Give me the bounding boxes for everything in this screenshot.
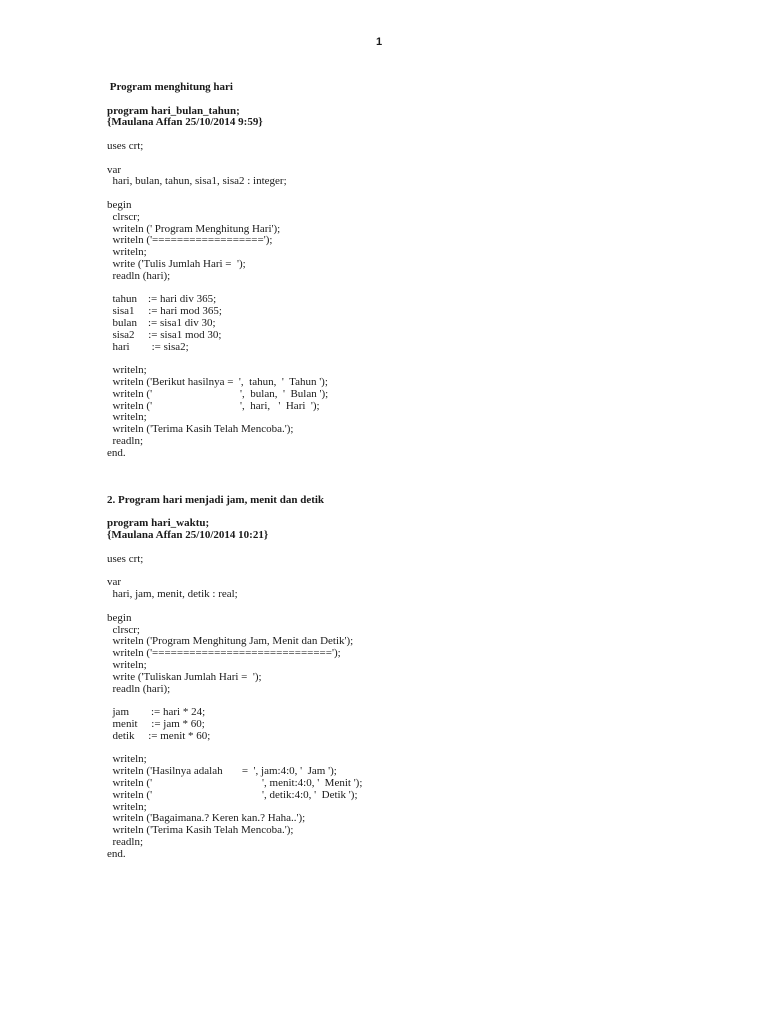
document-content (107, 82, 707, 861)
code-line: writeln ('Berikut hasilnya = ', tahun, ' Tahun '); (107, 375, 328, 388)
code-line: writeln; (107, 364, 147, 377)
code-line: writeln (' ', hari, ' Hari '); (107, 399, 320, 412)
spacer (107, 129, 707, 141)
spacer (107, 542, 707, 554)
code-line: hari := sisa2; (107, 340, 189, 353)
code-line: writeln; (107, 246, 147, 259)
code-line: writeln (' ', bulan, ' Bulan '); (107, 387, 329, 400)
code-block (107, 554, 707, 861)
code-line: write ('Tulis Jumlah Hari = '); (107, 257, 246, 270)
code-line: uses crt; (107, 552, 144, 565)
code-line: begin (107, 198, 132, 211)
code-line: detik := menit * 60; (107, 729, 211, 742)
code-line: readln (hari); (107, 682, 171, 695)
code-line: writeln; (107, 411, 147, 424)
code-line: end. (107, 847, 126, 860)
code-line (107, 601, 707, 613)
program-declaration: program hari_waktu; (107, 517, 210, 530)
code-line (107, 743, 707, 755)
section-gap (107, 460, 707, 484)
code-line (107, 353, 707, 365)
code-line: hari, jam, menit, detik : real; (107, 588, 238, 601)
code-line: var (107, 163, 122, 176)
code-line: begin (107, 611, 132, 624)
code-line: clrscr; (107, 623, 140, 636)
code-line: readln (hari); (107, 269, 171, 282)
code-line: writeln (' ', detik:4:0, ' Detik '); (107, 788, 358, 801)
code-line: uses crt; (107, 139, 144, 152)
code-line (107, 566, 707, 578)
code-line: writeln ('Bagaimana.? Keren kan.? Haha..'); (107, 812, 306, 825)
code-line: jam := hari * 24; (107, 706, 206, 719)
code-line (107, 188, 707, 200)
code-line: writeln ('Hasilnya adalah = ', jam:4:0, ' Jam '); (107, 765, 337, 778)
code-line: readln; (107, 434, 144, 447)
code-line: var (107, 576, 122, 589)
code-line: menit := jam * 60; (107, 718, 205, 731)
section-2 (107, 495, 707, 861)
code-line: writeln (' Program Menghitung Hari'); (107, 222, 281, 235)
author-comment: {Maulana Affan 25/10/2014 10:21} (107, 529, 269, 542)
section-title: 2. Program hari menjadi jam, menit dan detik (107, 493, 325, 506)
code-line: writeln; (107, 753, 147, 766)
code-line: clrscr; (107, 210, 140, 223)
code-line: writeln ('============================='); (107, 647, 341, 660)
code-line: hari, bulan, tahun, sisa1, sisa2 : integer; (107, 175, 287, 188)
code-line: writeln ('Terima Kasih Telah Mencoba.'); (107, 824, 294, 837)
code-line: writeln (' ', menit:4:0, ' Menit '); (107, 777, 363, 790)
code-line: sisa2 := sisa1 mod 30; (107, 328, 222, 341)
author-comment: {Maulana Affan 25/10/2014 9:59} (107, 116, 263, 129)
code-line: write ('Tuliskan Jumlah Hari = '); (107, 670, 262, 683)
spacer (107, 94, 707, 106)
code-line: writeln; (107, 800, 147, 813)
code-line: writeln ('Program Menghitung Jam, Menit dan Detik'); (107, 635, 354, 648)
code-line: writeln ('=================='); (107, 234, 273, 247)
code-line: bulan := sisa1 div 30; (107, 316, 216, 329)
page-number: 1 (376, 36, 383, 48)
section-1 (107, 82, 707, 460)
program-declaration: program hari_bulan_tahun; (107, 104, 240, 117)
code-line (107, 153, 707, 165)
code-line: end. (107, 446, 126, 459)
code-line: readln; (107, 836, 144, 848)
code-block (107, 141, 707, 460)
code-line: tahun := hari div 365; (107, 293, 217, 306)
code-line: writeln ('Terima Kasih Telah Mencoba.'); (107, 423, 294, 436)
code-line: writeln; (107, 659, 147, 672)
section-title: Program menghitung hari (107, 81, 233, 93)
code-line: sisa1 := hari mod 365; (107, 305, 222, 318)
